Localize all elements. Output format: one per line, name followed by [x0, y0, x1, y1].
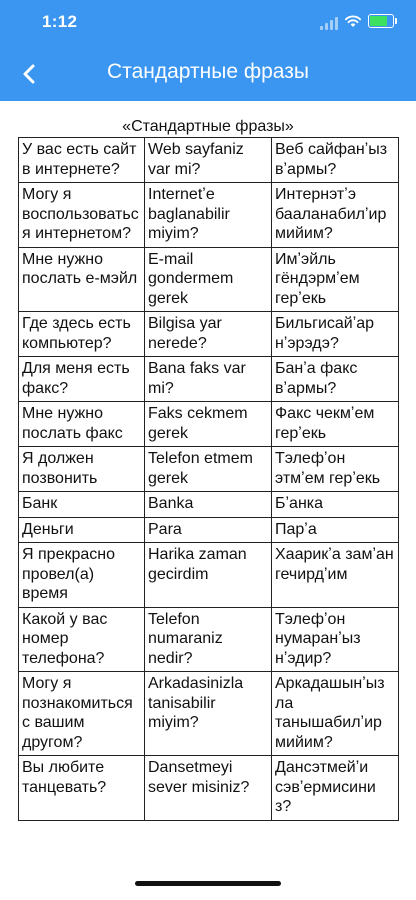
- russian-phrase-cell: Банк: [19, 492, 145, 518]
- table-row: [19, 312, 399, 357]
- table-row: [19, 607, 399, 672]
- turkish-phrase-cell: Web sayfaniz var mi?: [145, 138, 272, 183]
- table-caption: «Стандартные фразы»: [122, 118, 294, 135]
- table-row: [19, 402, 399, 447]
- wifi-icon: [344, 13, 362, 29]
- table-row: [19, 447, 399, 492]
- transcription-cell: Аркадашынʼыз ла танышабилʼир мийим?: [272, 672, 399, 756]
- table-row: [19, 672, 399, 756]
- russian-phrase-cell: Для меня есть факс?: [19, 357, 145, 402]
- russian-phrase-cell: Вы любите танцевать?: [19, 756, 145, 821]
- table-row: [19, 517, 399, 543]
- transcription-cell: Дансэтмейʼи сэвʼермисини з?: [272, 756, 399, 821]
- home-indicator[interactable]: [135, 881, 281, 886]
- transcription-cell: Имʼэйль гёндэрмʼем герʼекь: [272, 247, 399, 312]
- transcription-cell: Банʼа факс вʼармы?: [272, 357, 399, 402]
- transcription-cell: Парʼа: [272, 517, 399, 543]
- turkish-phrase-cell: Para: [145, 517, 272, 543]
- phrases-table-body: [19, 138, 399, 821]
- transcription-cell: Интернэтʼэ бааланабилʼир мийим?: [272, 183, 399, 248]
- turkish-phrase-cell: Bana faks var mi?: [145, 357, 272, 402]
- app-header: [0, 0, 416, 101]
- turkish-phrase-cell: Faks cekmem gerek: [145, 402, 272, 447]
- turkish-phrase-cell: Telefon etmem gerek: [145, 447, 272, 492]
- transcription-cell: Тэлефʼон нумаранʼыз нʼэдир?: [272, 607, 399, 672]
- russian-phrase-cell: Какой у вас номер телефона?: [19, 607, 145, 672]
- table-row: [19, 138, 399, 183]
- table-row: [19, 357, 399, 402]
- russian-phrase-cell: Я прекрасно провел(а) время: [19, 543, 145, 608]
- turkish-phrase-cell: Arkadasinizla tanisabilir miyim?: [145, 672, 272, 756]
- turkish-phrase-cell: Banka: [145, 492, 272, 518]
- table-row: [19, 543, 399, 608]
- transcription-cell: Хаарикʼа замʼан гечирдʼим: [272, 543, 399, 608]
- russian-phrase-cell: У вас есть сайт в интернете?: [19, 138, 145, 183]
- turkish-phrase-cell: Telefon numaraniz nedir?: [145, 607, 272, 672]
- page-title: Стандартные фразы: [107, 60, 309, 83]
- transcription-cell: Факс чекмʼем герʼекь: [272, 402, 399, 447]
- transcription-cell: Веб сайфанʼыз вʼармы?: [272, 138, 399, 183]
- russian-phrase-cell: Мне нужно послать е-мэйл: [19, 247, 145, 312]
- turkish-phrase-cell: Harika zaman gecirdim: [145, 543, 272, 608]
- russian-phrase-cell: Могу я воспользоваться интернетом?: [19, 183, 145, 248]
- content-area[interactable]: [0, 101, 416, 900]
- russian-phrase-cell: Где здесь есть компьютер?: [19, 312, 145, 357]
- russian-phrase-cell: Я должен позвонить: [19, 447, 145, 492]
- table-row: [19, 756, 399, 821]
- status-icons: [314, 13, 394, 31]
- russian-phrase-cell: Деньги: [19, 517, 145, 543]
- turkish-phrase-cell: Bilgisa yar nerede?: [145, 312, 272, 357]
- russian-phrase-cell: Могу я познакомиться с вашим другом?: [19, 672, 145, 756]
- transcription-cell: Бильгисайʼар нʼэрэдэ?: [272, 312, 399, 357]
- status-time: 1:12: [42, 12, 78, 31]
- transcription-cell: Бʼанка: [272, 492, 399, 518]
- table-row: [19, 247, 399, 312]
- turkish-phrase-cell: Internetʼe baglanabilir miyim?: [145, 183, 272, 248]
- table-row: [19, 183, 399, 248]
- transcription-cell: Тэлефʼон этмʼем герʼекь: [272, 447, 399, 492]
- turkish-phrase-cell: Dansetmeyi sever misiniz?: [145, 756, 272, 821]
- table-row: [19, 492, 399, 518]
- russian-phrase-cell: Мне нужно послать факс: [19, 402, 145, 447]
- battery-icon: [368, 14, 394, 28]
- turkish-phrase-cell: E-mail gondermem gerek: [145, 247, 272, 312]
- cellular-signal-icon: [320, 16, 342, 30]
- phrases-table: [18, 137, 399, 821]
